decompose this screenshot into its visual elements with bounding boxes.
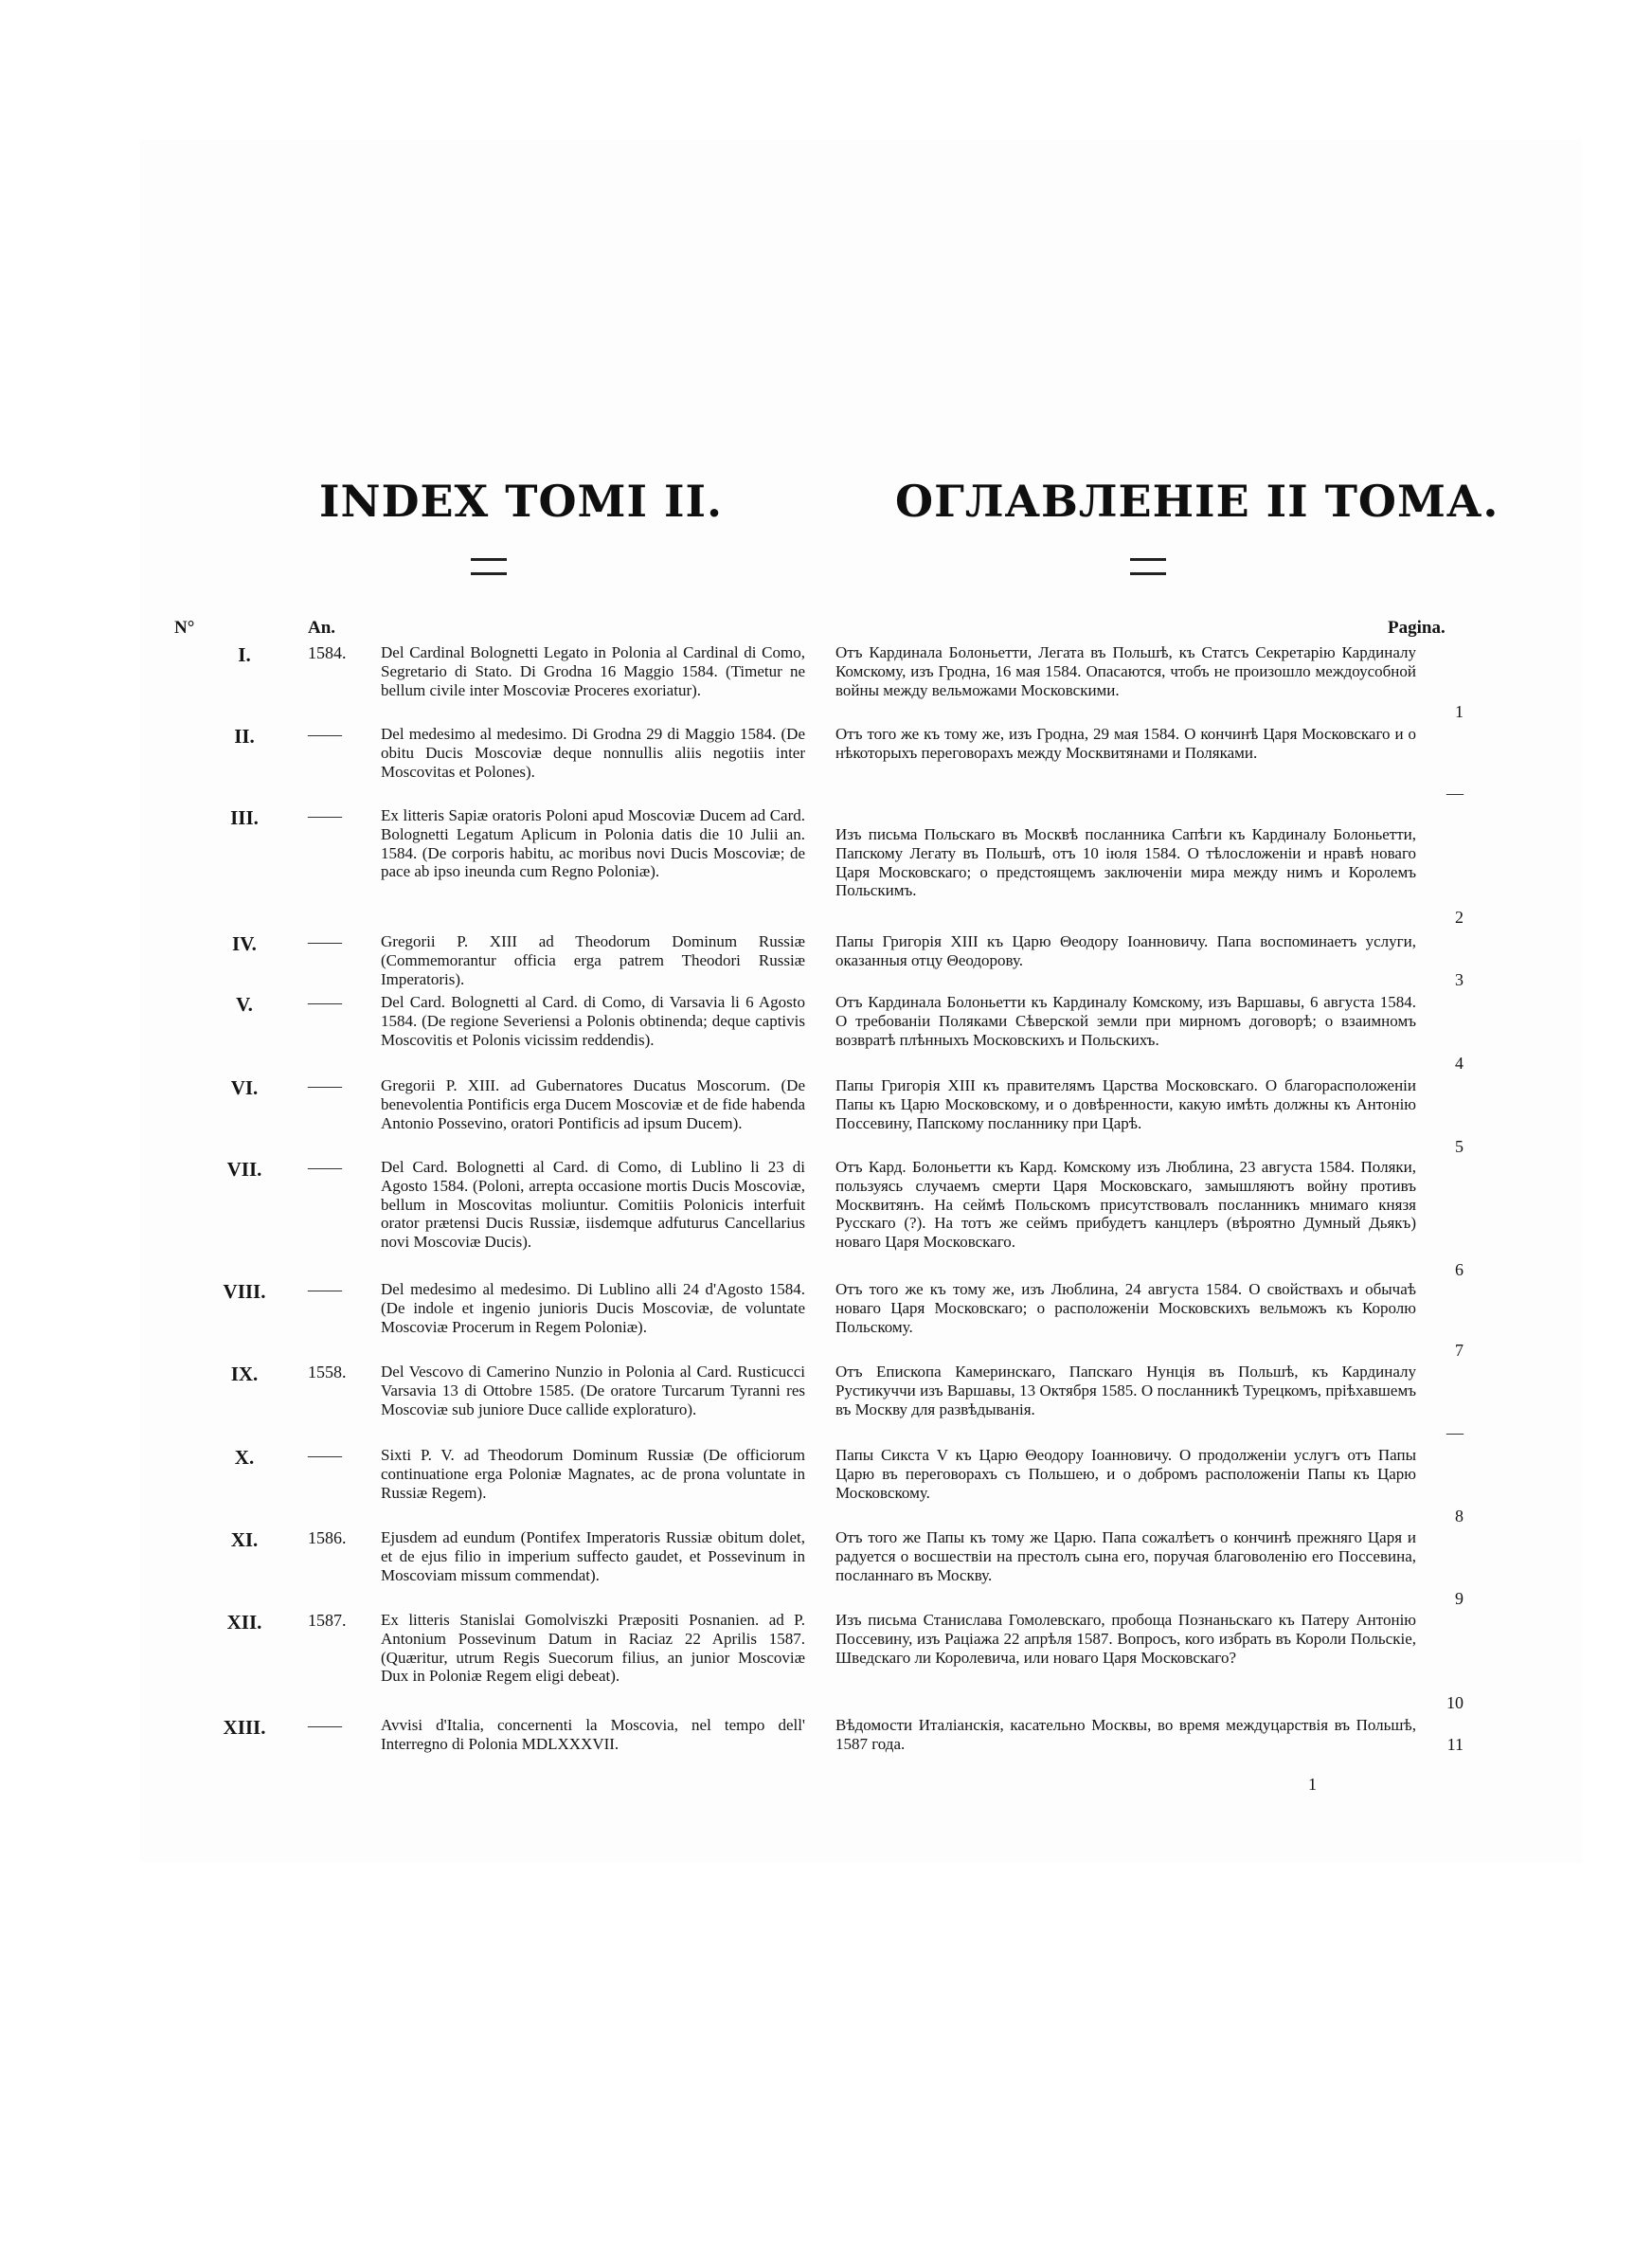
entry-page: 10 (1446, 1693, 1463, 1712)
entry-number: III. (230, 806, 259, 829)
entry-year: —— (308, 806, 342, 825)
entry-latin-text: Ex litteris Stanislai Gomolviszki Præpositi Posnanien. ad P. Antonium Possevinum Datum in Raciaz 22 Aprilis 1587. (Quæritur, utrum Regis Suecorum filius, an junior Moscoviæ Dux in Poloniæ Regem eligi debeat). (381, 1611, 805, 1686)
entry-number: XIII. (223, 1716, 266, 1739)
entry-number: XII. (226, 1611, 262, 1634)
entry-number: VIII. (223, 1280, 266, 1303)
entry-year: 1587. (308, 1611, 347, 1630)
entry-page: 8 (1455, 1507, 1463, 1526)
entry-year: —— (308, 1158, 342, 1177)
entry-year: —— (308, 1280, 342, 1299)
printer-signature: 1 (1308, 1775, 1317, 1794)
entry-year: 1584. (308, 643, 347, 662)
entry-number: V. (236, 993, 253, 1016)
entry-year: —— (308, 932, 342, 951)
entry-latin-text: Del Card. Bolognetti al Card. di Como, di Varsavia li 6 Agosto 1584. (De regione Severiensi a Polonis obtinenda; deque captivis Moscovitis et Polonis vicissim reddendis). (381, 993, 805, 1049)
entry-latin-text: Del Card. Bolognetti al Card. di Como, di Lublino li 23 di Agosto 1584. (Poloni, arrepta occasione mortis Ducis Moscoviæ, bellum in Moscovitas moliuntur. Comitiis Polonicis interfuit orator prætensi Ducis Russiæ, iisdemque adfuturus Cancellarius novi Moscoviæ Ducis). (381, 1158, 805, 1252)
entry-year: —— (308, 725, 342, 744)
entry-number: II. (234, 725, 255, 748)
entry-cyrillic-text: Отъ Кард. Болоньетти къ Кард. Комскому изъ Люблина, 23 августа 1584. Поляки, пользуясь случаемъ смерти Царя Московскаго, замышляютъ войну противъ Москвитянъ. На сеймѣ Польскомъ присутствовалъ посланникъ мнимаго князя Русскаго (?). На тотъ же сеймъ прибудетъ канцлеръ (вѣроятно Думный Дьякъ) новаго Царя Московскаго. (835, 1158, 1416, 1252)
entry-number: I. (238, 643, 251, 666)
entry-latin-text: Gregorii P. XIII. ad Gubernatores Ducatus Moscorum. (De benevolentia Pontificis erga Ducem Moscoviæ et de fide habenda Antonio Possevino, oratori Pontificis ad ipsum Ducem). (381, 1076, 805, 1132)
entry-cyrillic-text: Отъ Епископа Камеринскаго, Папскаго Нунція въ Польшѣ, къ Кардиналу Рустикуччи изъ Варшавы, 13 Октября 1585. О посланникѣ Турецкомъ, пріѣхавшемъ въ Москву для развѣдыванія. (835, 1363, 1416, 1418)
entry-latin-text: Ex litteris Sapiæ oratoris Poloni apud Moscoviæ Ducem ad Card. Bolognetti Legatum Aplicum in Polonia datis die 10 Julii an. 1584. (De corporis habitu, ac moribus novi Ducis Moscoviæ; de pace ab ipso ineunda cum Regno Poloniæ). (381, 806, 805, 881)
entry-year: —— (308, 1716, 342, 1735)
entry-cyrillic-text: Изъ письма Станислава Гомолевскаго, пробоща Познаньскаго къ Патеру Антонію Поссевину, изъ Раціажа 22 апрѣля 1587. Вопросъ, кого избрать въ Короли Польскіе, Шведскаго ли Королевича, или новаго Царя Московскаго? (835, 1611, 1416, 1667)
entry-cyrillic-text: Папы Григорія XIII къ правителямъ Царства Московскаго. О благорасположеніи Папы къ Царю Московскому, и о довѣренности, какую имѣть должны къ Антонію Поссевину, Папскому посланнику при Царѣ. (835, 1076, 1416, 1132)
entry-page: 6 (1455, 1260, 1463, 1279)
entry-year: —— (308, 1446, 342, 1465)
entry-page: 3 (1455, 970, 1463, 989)
entry-page: 9 (1455, 1589, 1463, 1608)
entry-number: VI. (230, 1076, 259, 1099)
entry-cyrillic-text: Вѣдомости Италіанскія, касательно Москвы, во время междуцарствія въ Польшѣ, 1587 года. (835, 1716, 1416, 1753)
entry-number: VII. (226, 1158, 262, 1181)
entry-year: —— (308, 993, 342, 1012)
entry-latin-text: Del medesimo al medesimo. Di Grodna 29 di Maggio 1584. (De obitu Ducis Moscoviæ deque nonnullis aliis negotiis inter Moscovitas et Polones). (381, 725, 805, 781)
entry-cyrillic-text: Папы Сикста V къ Царю Θеодору Іоанновичу. О продолженіи услугъ отъ Папы Царю въ переговорахъ съ Польшею, и о добромъ расположеніи Папы къ Царю Московскому. (835, 1446, 1416, 1502)
column-header-page: Pagina. (1388, 618, 1446, 638)
entry-year: 1586. (308, 1528, 347, 1547)
entry-year: —— (308, 1076, 342, 1095)
title-cyrillic: ОГЛАВЛЕНІЕ II ТОМА. (895, 476, 1499, 527)
entry-cyrillic-text: Отъ Кардинала Болоньетти къ Кардиналу Комскому, изъ Варшавы, 6 августа 1584. О требованіи Поляками Сѣверской земли при мирномъ договорѣ; о взаимномъ возвратѣ плѣнныхъ Московскихъ и Польскихъ. (835, 993, 1416, 1049)
entry-page: 2 (1455, 908, 1463, 927)
entry-cyrillic-text: Отъ Кардинала Болоньетти, Легата въ Польшѣ, къ Статсъ Секретарію Кардиналу Комскому, изъ Гродна, 16 мая 1584. Опасаются, чтобъ не произошло междоусобной войны между вельможами Московскими. (835, 643, 1416, 699)
entry-latin-text: Ejusdem ad eundum (Pontifex Imperatoris Russiæ obitum dolet, et de ejus filio in imperium suffecto gaudet, et Possevinum in Moscoviam missum commendat). (381, 1528, 805, 1584)
entry-number: IV. (232, 932, 257, 955)
entry-latin-text: Gregorii P. XIII ad Theodorum Dominum Russiæ (Commemorantur officia erga patrem Theodori Russiæ Imperatoris). (381, 932, 805, 988)
entry-cyrillic-text: Отъ того же Папы къ тому же Царю. Папа сожалѣетъ о кончинѣ прежняго Царя и радуется о восшествіи на престолъ сына его, поручая благоволенію его Поссевина, посланнаго въ Москву. (835, 1528, 1416, 1584)
entry-latin-text: Sixti P. V. ad Theodorum Dominum Russiæ (De officiorum continuatione erga Poloniæ Magnates, ac de prona voluntate in Russiæ Regem). (381, 1446, 805, 1502)
entry-latin-text: Avvisi d'Italia, concernenti la Moscovia, nel tempo dell' Interregno di Polonia MDLXXXVII. (381, 1716, 805, 1753)
column-header-number: N° (174, 618, 195, 638)
entry-latin-text: Del medesimo al medesimo. Di Lublino alli 24 d'Agosto 1584. (De indole et ingenio junioris Ducis Moscoviæ, de voluntate Moscoviæ Procerum in Regem Poloniæ). (381, 1280, 805, 1336)
column-header-year: An. (308, 618, 336, 638)
entry-number: X. (234, 1446, 255, 1469)
entry-cyrillic-text: Изъ письма Польскаго въ Москвѣ посланника Сапѣги къ Кардиналу Болоньетти, Папскому Легату въ Польшѣ, отъ 10 іюля 1584. О тѣлосложеніи и нравѣ новаго Царя Московскаго; о предстоящемъ заключеніи мира между нимъ и Королемъ Польскимъ. (835, 825, 1416, 900)
entry-page: 1 (1455, 702, 1463, 721)
entry-cyrillic-text: Папы Григорія XIII къ Царю Θеодору Іоанновичу. Папа воспоминаетъ услуги, оказанныя отцу Θеодорову. (835, 932, 1416, 969)
entry-page: 4 (1455, 1054, 1463, 1073)
entry-latin-text: Del Vescovo di Camerino Nunzio in Polonia al Card. Rusticucci Varsavia 13 di Ottobre 1585. (De oratore Turcarum Tyranni res Moscoviæ sub juniore Duce callide exploraturo). (381, 1363, 805, 1418)
entry-page: 11 (1446, 1735, 1463, 1754)
entry-year: 1558. (308, 1363, 347, 1381)
entry-latin-text: Del Cardinal Bolognetti Legato in Polonia al Cardinal di Como, Segretario di Stato. Di Grodna 16 Maggio 1584. (Timetur ne bellum civile inter Moscoviæ Proceres exoriatur). (381, 643, 805, 699)
entry-cyrillic-text: Отъ того же къ тому же, изъ Люблина, 24 августа 1584. О свойствахъ и обычаѣ новаго Царя Московскаго; о расположеніи Московскихъ вельможъ къ Королю Польскому. (835, 1280, 1416, 1336)
entry-number: XI. (230, 1528, 259, 1551)
entry-number: IX. (230, 1363, 259, 1385)
entry-page: 7 (1455, 1341, 1463, 1360)
entry-page: 5 (1455, 1137, 1463, 1156)
entry-cyrillic-text: Отъ того же къ тому же, изъ Гродна, 29 мая 1584. О кончинѣ Царя Московскаго и о нѣкоторыхъ переговорахъ между Москвитянами и Поляками. (835, 725, 1416, 762)
entry-page: — (1446, 784, 1463, 803)
title-latin: INDEX TOMI II. (319, 476, 724, 527)
entry-page: — (1446, 1423, 1463, 1442)
